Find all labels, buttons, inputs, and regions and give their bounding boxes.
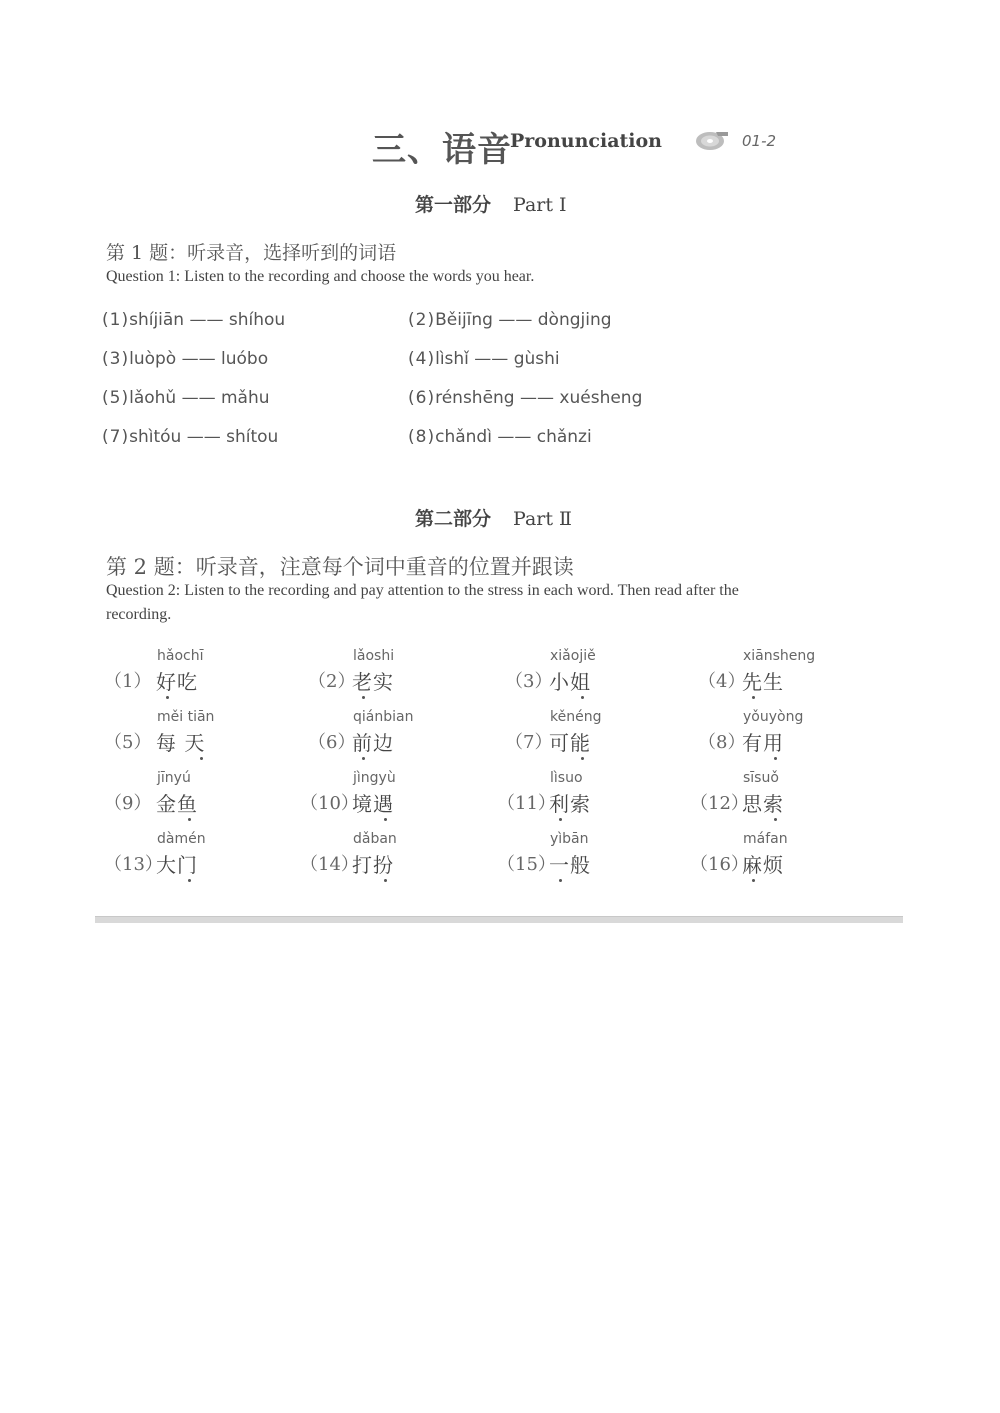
question2-en-line2: recording. bbox=[106, 606, 172, 623]
item-pinyin: máfan bbox=[743, 831, 788, 847]
item-hanzi: 思索 bbox=[742, 792, 784, 816]
item-hanzi: 每 天 bbox=[156, 731, 206, 755]
question2-en-line1: Question 2: Listen to the recording and pay attention to the stress in each word. Then read after the bbox=[106, 582, 739, 599]
stress-item bbox=[104, 831, 304, 891]
item-hanzi: 前边 bbox=[352, 731, 394, 755]
pair-word-b: luóbo bbox=[221, 349, 269, 369]
item-hanzi: 可能 bbox=[549, 731, 591, 755]
stress-dot bbox=[559, 879, 562, 882]
stress-item bbox=[308, 709, 508, 769]
pair-word-a: luòpò bbox=[129, 349, 177, 369]
page-divider bbox=[95, 916, 903, 923]
stress-item bbox=[308, 648, 508, 708]
pair-word-b: gùshi bbox=[513, 349, 560, 369]
stress-dot bbox=[752, 879, 755, 882]
item-pinyin: qiánbian bbox=[353, 709, 414, 725]
pair-item: (5)lǎohǔ —— mǎhu bbox=[102, 388, 270, 408]
stress-dot bbox=[188, 879, 191, 882]
part2-heading bbox=[415, 504, 572, 531]
stress-dot bbox=[362, 757, 365, 760]
item-hanzi: 先生 bbox=[742, 670, 784, 694]
item-hanzi: 麻烦 bbox=[742, 853, 784, 877]
stress-dot bbox=[581, 757, 584, 760]
pair-item: (2)Běijīng —— dòngjing bbox=[408, 310, 612, 330]
item-hanzi: 小姐 bbox=[549, 670, 591, 694]
item-pinyin: xiānsheng bbox=[743, 648, 816, 664]
pair-item: (7)shìtóu —— shítou bbox=[102, 427, 279, 447]
stress-dot bbox=[774, 757, 777, 760]
pair-number: (4) bbox=[408, 349, 436, 369]
stress-dot bbox=[188, 818, 191, 821]
pair-number: (8) bbox=[408, 427, 436, 447]
pair-item: (4)lìshǐ —— gùshi bbox=[408, 349, 560, 369]
part2-heading-cn: 第二部分 bbox=[415, 508, 492, 530]
item-hanzi: 有用 bbox=[742, 731, 784, 755]
stress-item bbox=[104, 770, 304, 830]
item-pinyin: yǒuyòng bbox=[743, 709, 804, 725]
stress-item bbox=[698, 648, 898, 708]
item-hanzi: 老实 bbox=[352, 670, 394, 694]
title-english: Pronunciation bbox=[510, 130, 662, 152]
stress-item bbox=[698, 709, 898, 769]
item-pinyin: yìbān bbox=[550, 831, 589, 847]
pair-number: (1) bbox=[102, 310, 130, 330]
item-number: （10） bbox=[300, 793, 359, 814]
part2-heading-en: Part Ⅱ bbox=[513, 508, 572, 530]
item-number: （13） bbox=[104, 854, 163, 875]
pair-number: (7) bbox=[102, 427, 130, 447]
pair-number: (3) bbox=[102, 349, 130, 369]
pair-word-a: chǎndì bbox=[435, 427, 492, 447]
item-number: （12） bbox=[690, 793, 749, 814]
stress-dot bbox=[384, 879, 387, 882]
item-number: （7） bbox=[505, 732, 553, 753]
pair-word-a: Běijīng bbox=[435, 310, 493, 330]
item-pinyin: dàmén bbox=[157, 831, 206, 847]
pair-number: (6) bbox=[408, 388, 436, 408]
pair-word-b: shíhou bbox=[228, 310, 286, 330]
pair-word-b: chǎnzi bbox=[536, 427, 592, 447]
section-title bbox=[0, 118, 1000, 168]
pair-word-a: lǎohǔ bbox=[129, 388, 177, 408]
pair-word-b: shítou bbox=[226, 427, 279, 447]
item-pinyin: jīnyú bbox=[157, 770, 191, 786]
stress-dot bbox=[362, 696, 365, 699]
item-pinyin: hǎochī bbox=[157, 648, 204, 664]
stress-item bbox=[104, 709, 304, 769]
item-hanzi: 大门 bbox=[156, 853, 198, 877]
item-pinyin: lìsuo bbox=[550, 770, 583, 786]
item-number: （16） bbox=[690, 854, 749, 875]
pair-number: (5) bbox=[102, 388, 130, 408]
item-hanzi: 境遇 bbox=[352, 792, 394, 816]
item-hanzi: 一般 bbox=[549, 853, 591, 877]
item-number: （8） bbox=[698, 732, 746, 753]
stress-item bbox=[300, 831, 500, 891]
item-number: （5） bbox=[104, 732, 152, 753]
pair-word-a: lìshǐ bbox=[435, 349, 469, 369]
pair-number: (2) bbox=[408, 310, 436, 330]
pair-word-b: mǎhu bbox=[221, 388, 270, 408]
question1-en: Question 1: Listen to the recording and choose the words you hear. bbox=[106, 268, 535, 285]
item-number: （15） bbox=[497, 854, 556, 875]
part1-heading-en: Part Ⅰ bbox=[513, 194, 567, 216]
stress-item bbox=[690, 770, 890, 830]
item-pinyin: měi tiān bbox=[157, 709, 215, 725]
item-hanzi: 好吃 bbox=[156, 670, 198, 694]
pair-item: (1)shíjiān —— shíhou bbox=[102, 310, 286, 330]
stress-dot bbox=[752, 696, 755, 699]
item-number: （9） bbox=[104, 793, 152, 814]
item-number: （3） bbox=[505, 671, 553, 692]
item-pinyin: jìngyù bbox=[353, 770, 396, 786]
pair-word-a: rénshēng bbox=[435, 388, 515, 408]
item-hanzi: 金鱼 bbox=[156, 792, 198, 816]
stress-item bbox=[690, 831, 890, 891]
stress-dot bbox=[384, 818, 387, 821]
pair-item: (3)luòpò —— luóbo bbox=[102, 349, 269, 369]
stress-item bbox=[104, 648, 304, 708]
question2-cn: 第 2 题：听录音，注意每个词中重音的位置并跟读 bbox=[106, 555, 574, 579]
stress-item bbox=[497, 831, 697, 891]
item-number: （1） bbox=[104, 671, 152, 692]
stress-item bbox=[505, 648, 705, 708]
part1-heading-cn: 第一部分 bbox=[415, 194, 492, 216]
cd-icon bbox=[694, 128, 730, 152]
item-number: （6） bbox=[308, 732, 356, 753]
item-hanzi: 打扮 bbox=[352, 853, 394, 877]
pair-word-b: dòngjing bbox=[537, 310, 612, 330]
stress-dot bbox=[581, 696, 584, 699]
item-number: （2） bbox=[308, 671, 356, 692]
stress-dot bbox=[166, 696, 169, 699]
item-pinyin: xiǎojiě bbox=[550, 648, 596, 664]
stress-item bbox=[497, 770, 697, 830]
pair-word-b: xuésheng bbox=[559, 388, 643, 408]
item-number: （11） bbox=[497, 793, 556, 814]
part1-heading bbox=[415, 190, 567, 217]
item-pinyin: sīsuǒ bbox=[743, 770, 779, 786]
stress-item bbox=[300, 770, 500, 830]
stress-dot bbox=[200, 757, 203, 760]
item-pinyin: dǎban bbox=[353, 831, 397, 847]
stress-item bbox=[505, 709, 705, 769]
pair-word-a: shìtóu bbox=[129, 427, 182, 447]
item-number: （14） bbox=[300, 854, 359, 875]
title-chinese: 三、语音 bbox=[372, 130, 512, 170]
item-hanzi: 利索 bbox=[549, 792, 591, 816]
pair-item: (6)rénshēng —— xuésheng bbox=[408, 388, 643, 408]
item-pinyin: kěnéng bbox=[550, 709, 602, 725]
pair-word-a: shíjiān bbox=[129, 310, 185, 330]
pair-item: (8)chǎndì —— chǎnzi bbox=[408, 427, 592, 447]
track-number: 01-2 bbox=[742, 132, 777, 150]
stress-dot bbox=[774, 818, 777, 821]
question1-cn: 第 1 题：听录音，选择听到的词语 bbox=[106, 242, 397, 264]
item-pinyin: lǎoshi bbox=[353, 648, 395, 664]
item-number: （4） bbox=[698, 671, 746, 692]
stress-dot bbox=[559, 818, 562, 821]
